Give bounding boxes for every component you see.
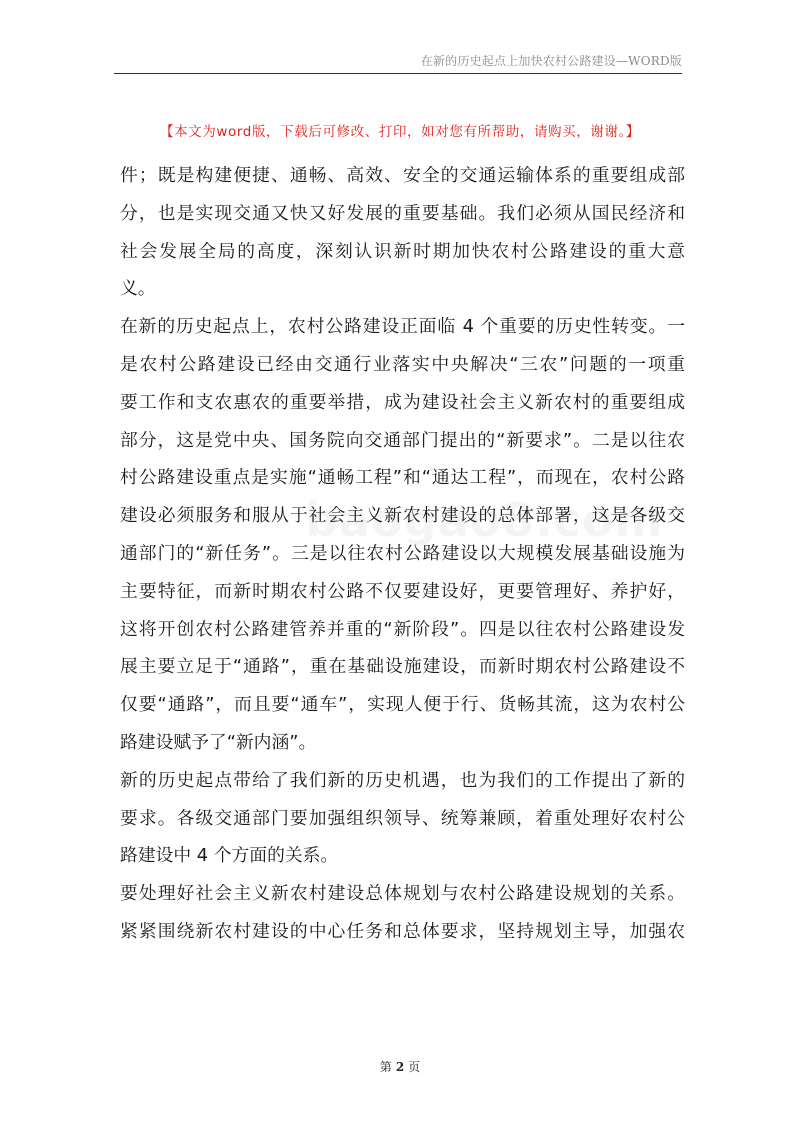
body-line: 路建设中 4 个方面的关系。: [120, 845, 339, 867]
body-line: 社会发展全局的高度，深刻认识新时期加快农村公路建设的重大意: [120, 240, 685, 262]
body-line: 在新的历史起点上，农村公路建设正面临 4 个重要的历史性转变。一: [120, 316, 685, 338]
body-line: 建设必须服务和服从于社会主义新农村建设的总体部署，这是各级交: [120, 505, 685, 527]
document-body: [120, 157, 685, 951]
body-line: 路建设赋予了“新内涵”。: [120, 731, 317, 753]
body-line: 村公路建设重点是实施“通畅工程”和“通达工程”，而现在，农村公路: [120, 467, 685, 489]
body-line: 件；既是构建便捷、通畅、高效、安全的交通运输体系的重要组成部: [120, 165, 685, 186]
page-number: 2: [395, 1060, 405, 1074]
body-line: 要处理好社会主义新农村建设总体规划与农村公路建设规划的关系。: [120, 883, 685, 905]
body-line: 义。: [120, 278, 156, 300]
page-footer: [0, 1058, 800, 1075]
body-line: 紧紧围绕新农村建设的中心任务和总体要求，坚持规划主导，加强农: [120, 920, 685, 942]
body-line: 主要特征，而新时期农村公路不仅要建设好，更要管理好、养护好，: [120, 580, 685, 602]
body-line: 通部门的“新任务”。三是以往农村公路建设以大规模发展基础设施为: [120, 542, 685, 564]
body-line: 新的历史起点带给了我们新的历史机遇，也为我们的工作提出了新的: [120, 769, 685, 791]
body-line: 仅要“通路”，而且要“通车”，实现人便于行、货畅其流，这为农村公: [120, 694, 685, 716]
body-line: 是农村公路建设已经由交通行业落实中央解决“三农”问题的一项重: [120, 353, 685, 375]
body-line: 要求。各级交通部门要加强组织领导、统筹兼顾，着重处理好农村公: [120, 807, 685, 829]
download-notice: 【本文为word版，下载后可修改、打印，如对您有所帮助，请购买，谢谢。】: [159, 124, 641, 140]
body-line: 这将开创农村公路建管养并重的“新阶段”。四是以往农村公路建设发: [120, 618, 685, 640]
body-line: 部分，这是党中央、国务院向交通部门提出的“新要求”。二是以往农: [120, 429, 685, 451]
footer-suffix: 页: [408, 1060, 421, 1074]
body-line: 分，也是实现交通又快又好发展的重要基础。我们必须从国民经济和: [120, 202, 685, 224]
running-header: 在新的历史起点上加快农村公路建设—WORD版: [420, 54, 682, 68]
body-line: 要工作和支农惠农的重要举措，成为建设社会主义新农村的重要组成: [120, 391, 685, 413]
body-line: 展主要立足于“通路”，重在基础设施建设，而新时期农村公路建设不: [120, 656, 685, 678]
header-rule: [114, 73, 682, 74]
footer-prefix: 第: [379, 1060, 392, 1074]
